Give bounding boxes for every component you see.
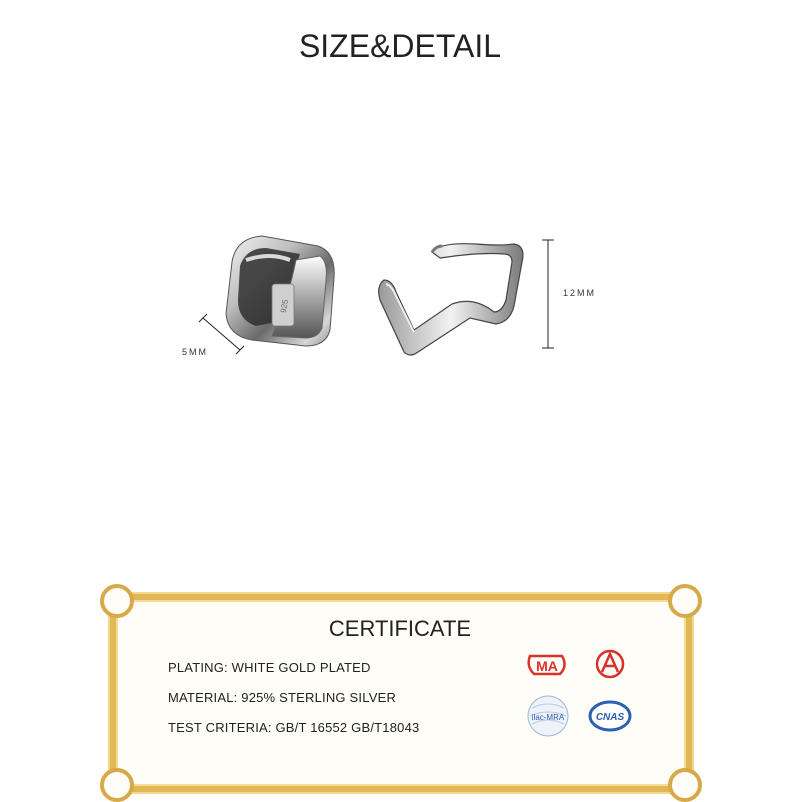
svg-text:CNAS: CNAS — [595, 712, 625, 723]
cma-logo — [529, 656, 565, 674]
svg-text:ilac-MRA: ilac-MRA — [531, 713, 565, 722]
criteria-line: TEST CRITERIA: GB/T 16552 GB/T18043 — [168, 720, 420, 735]
frame-ornament — [668, 584, 702, 618]
earring-front-view — [379, 244, 523, 355]
cnas-logo — [590, 702, 630, 730]
earring-side-view — [226, 236, 334, 346]
frame-ornament — [100, 768, 134, 802]
material-line: MATERIAL: 925% STERLING SILVER — [168, 690, 397, 705]
ilac-mra-logo — [528, 696, 568, 736]
width-label: 5MM — [182, 347, 208, 357]
frame-ornament — [668, 768, 702, 802]
stamp-mark: 925 — [278, 298, 291, 314]
height-label: 12MM — [563, 288, 597, 298]
height-dimension-line — [542, 240, 554, 348]
frame-ornament — [100, 584, 134, 618]
certification-logos — [520, 644, 650, 744]
plating-line: PLATING: WHITE GOLD PLATED — [168, 660, 371, 675]
svg-text:MA: MA — [536, 658, 558, 674]
cal-logo — [597, 651, 623, 677]
page-title: SIZE&DETAIL — [298, 28, 502, 64]
certificate-title: CERTIFICATE — [328, 616, 472, 641]
